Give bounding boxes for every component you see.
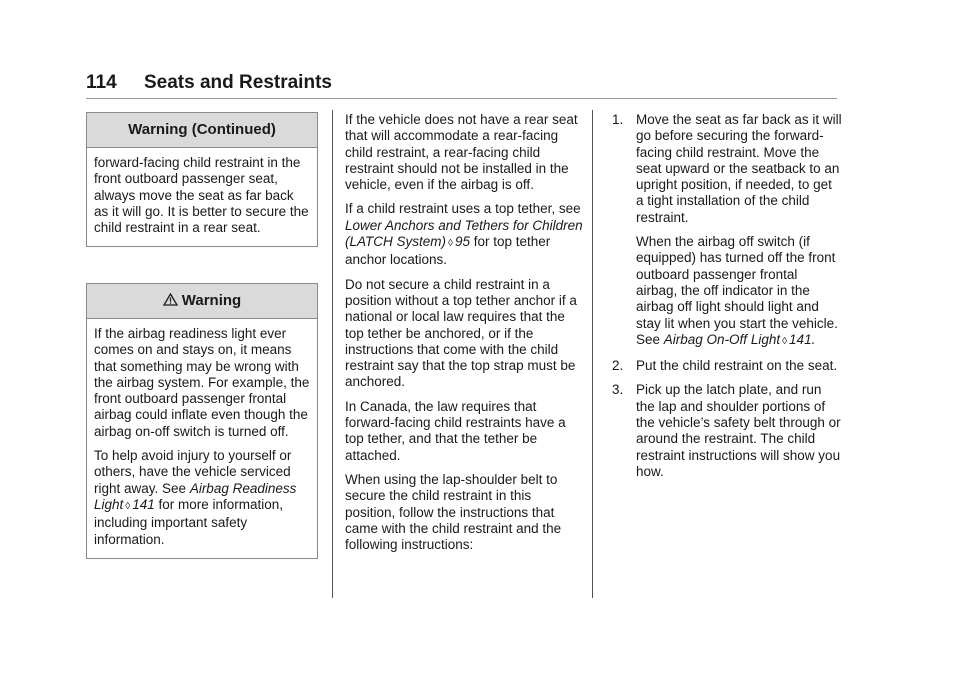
step-2-text: Put the child restraint on the seat. xyxy=(636,358,838,374)
page-ref-arrow-icon: ◊ xyxy=(448,238,453,250)
page-ref-arrow-icon: ◊ xyxy=(125,500,131,512)
step-1-note: When the airbag off switch (if equipped) has turned off the front outboard passenger frontal airbag, the off indicator in the airbag off light should light and stay lit when you start the vehicle. See Airbag On-Off Light ◊ 141. xyxy=(636,234,838,347)
page-ref-number[interactable]: 95 xyxy=(454,234,470,250)
airbag-readiness-light-link[interactable]: Airbag Readiness Light xyxy=(94,480,297,512)
page-ref-number[interactable]: 141 xyxy=(132,496,155,512)
page-number: 114 xyxy=(86,72,117,93)
middle-column xyxy=(345,112,585,561)
list-item xyxy=(612,382,842,480)
step-number: 1. xyxy=(612,112,624,127)
warning-title: Warning xyxy=(181,292,242,309)
col2-para-2: If a child restraint uses a top tether, see Lower Anchors and Tethers for Children (LATCH System) ◊ 95 for top tether anchor locations. xyxy=(345,201,583,268)
page-ref-arrow-icon: ◊ xyxy=(782,335,788,347)
step-number: 3. xyxy=(612,382,624,398)
warning-para-2: To help avoid injury to yourself or others, have the vehicle serviced right away. See Airbag Readiness Light ◊ 141 for more information, including important safety information. xyxy=(94,448,297,547)
warning-para-1: If the airbag readiness light ever comes on and stays on, it means that something may be wrong with the airbag system. For example, the front outboard passenger frontal airbag could inflate even though the airbag on-off switch is turned off. xyxy=(94,326,310,439)
warning-continued-text: forward-facing child restraint in the front outboard passenger seat, always move the seat as far back as it will go. It is better to secure the child restraint in a rear seat. xyxy=(94,155,309,236)
right-column xyxy=(612,112,842,488)
warning-continued-title: Warning (Continued) xyxy=(87,113,317,148)
page-header xyxy=(86,72,332,94)
latch-system-link[interactable]: Lower Anchors and Tethers for Children (LATCH System) xyxy=(345,217,583,250)
step-3-text: Pick up the latch plate, and run the lap and shoulder portions of the vehicle’s safety belt through or around the restraint. The child restraint instructions will show you how. xyxy=(636,382,841,479)
step-number: 2. xyxy=(612,358,624,374)
list-item xyxy=(612,358,842,374)
warning-continued-box xyxy=(86,112,318,247)
warning-box xyxy=(86,283,318,559)
col2-para-1: If the vehicle does not have a rear seat that will accommodate a rear-facing child restraint, a rear-facing child restraint should not be installed in the vehicle, even if the airbag is off. xyxy=(345,112,578,193)
col2-para-4: In Canada, the law requires that forward-facing child restraints have a top tether, and that the tether be attached. xyxy=(345,398,566,463)
warning-triangle-icon xyxy=(163,293,178,306)
column-divider-right xyxy=(592,110,593,598)
page-ref-number[interactable]: 141. xyxy=(789,331,816,347)
list-item xyxy=(612,112,842,350)
section-title: Seats and Restraints xyxy=(144,72,332,93)
col2-para-5: When using the lap-shoulder belt to secure the child restraint in this position, follow the instructions that came with the child restraint and the following instructions: xyxy=(345,471,562,553)
column-divider-left xyxy=(332,110,333,598)
step-1-text: Move the seat as far back as it will go before securing the forward-facing child restraint. Move the seat upward or the seatback to an upright position, if needed, to get a tight installation of the child restraint. xyxy=(636,112,842,225)
airbag-on-off-light-link[interactable]: Airbag On-Off Light xyxy=(663,331,781,347)
header-rule xyxy=(86,98,837,99)
col2-para-3: Do not secure a child restraint in a position without a top tether anchor if a national or local law requires that the top tether be anchored, or if the instructions that come with the child restraint say that the top strap must be anchored. xyxy=(345,276,577,390)
warning-header xyxy=(87,284,317,319)
